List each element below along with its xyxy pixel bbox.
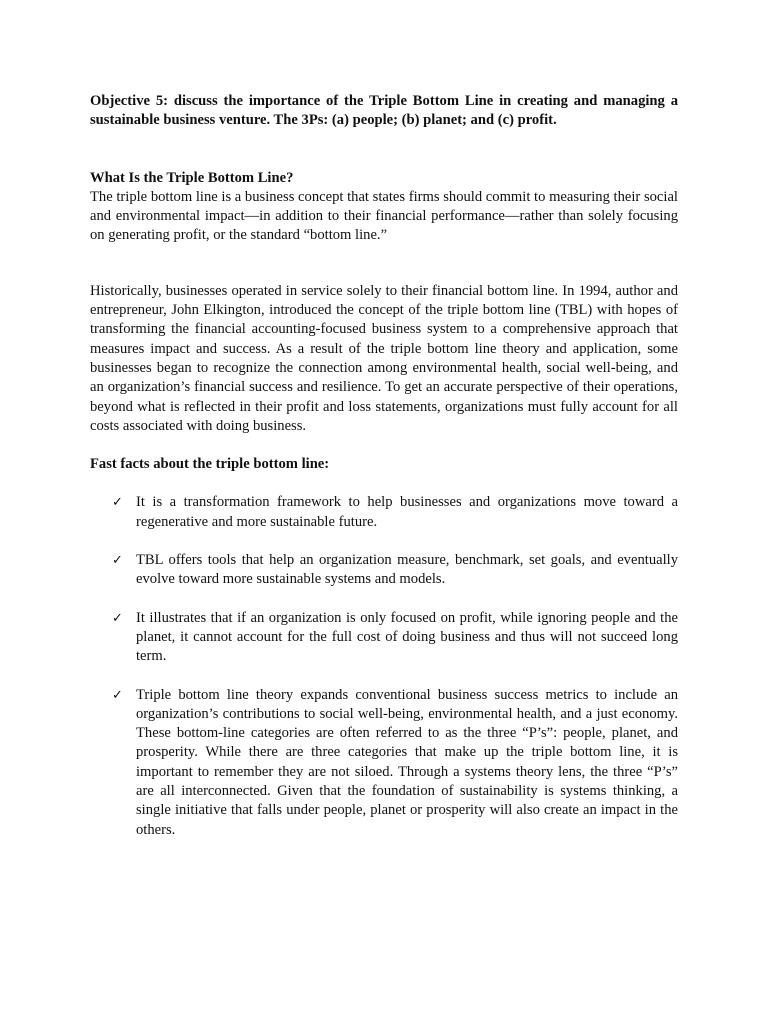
definition-paragraph: The triple bottom line is a business concept that states firms should commit to measuring their social and environmental impact—in addition to their financial performance—rather than solely focusing on generating profit, or the standard “bottom line.” — [90, 188, 678, 244]
fast-facts-list — [90, 493, 678, 839]
list-item-text: Triple bottom line theory expands conventional business success metrics to include an organization’s contributions to social well-being, environmental health, and a just economy. These bottom-line categories are often referred to as the three “P’s”: people, planet, and prosperity. While there are three categories that make up the triple bottom line, it is important to remember they are not siloed. Through a systems theory lens, the three “P’s” are all interconnected. Given that the foundation of sustainability is systems thinking, a single initiative that falls under people, planet or prosperity will also create an impact in the others. — [136, 686, 678, 838]
check-mark-icon: ✓ — [112, 687, 123, 703]
objective-heading: Objective 5: discuss the importance of the Triple Bottom Line in creating and managing a sustainable business venture. The 3Ps: (a) people; (b) planet; and (c) profit. — [90, 93, 678, 129]
fast-facts-heading: Fast facts about the triple bottom line: — [90, 456, 330, 473]
list-item-text: TBL offers tools that help an organization measure, benchmark, set goals, and eventually evolve toward more sustainable systems and models. — [136, 552, 678, 588]
check-mark-icon: ✓ — [112, 610, 123, 626]
check-mark-icon: ✓ — [112, 553, 123, 569]
list-item-text: It is a transformation framework to help businesses and organizations move toward a regenerative and more sustainable future. — [136, 494, 678, 530]
document-page — [90, 92, 678, 859]
list-item — [90, 493, 678, 532]
section-heading: What Is the Triple Bottom Line? — [90, 169, 294, 186]
list-item — [90, 609, 678, 667]
list-item-text: It illustrates that if an organization is only focused on profit, while ignoring people and the planet, it cannot account for the full cost of doing business and thus will not succeed long term. — [136, 609, 678, 665]
list-item — [90, 686, 678, 840]
history-paragraph: Historically, businesses operated in service solely to their financial bottom line. In 1994, author and entrepreneur, John Elkington, introduced the concept of the triple bottom line (TBL) with hopes of transforming the financial accounting-focused business system to a comprehensive approach that measures impact and success. As a result of the triple bottom line theory and application, some businesses began to recognize the connection among environmental health, social well-being, and an organization’s financial success and resilience. To get an accurate perspective of their operations, beyond what is reflected in their profit and loss statements, organizations must fully account for all costs associated with doing business. — [90, 282, 678, 434]
check-mark-icon: ✓ — [112, 495, 123, 511]
list-item — [90, 551, 678, 590]
